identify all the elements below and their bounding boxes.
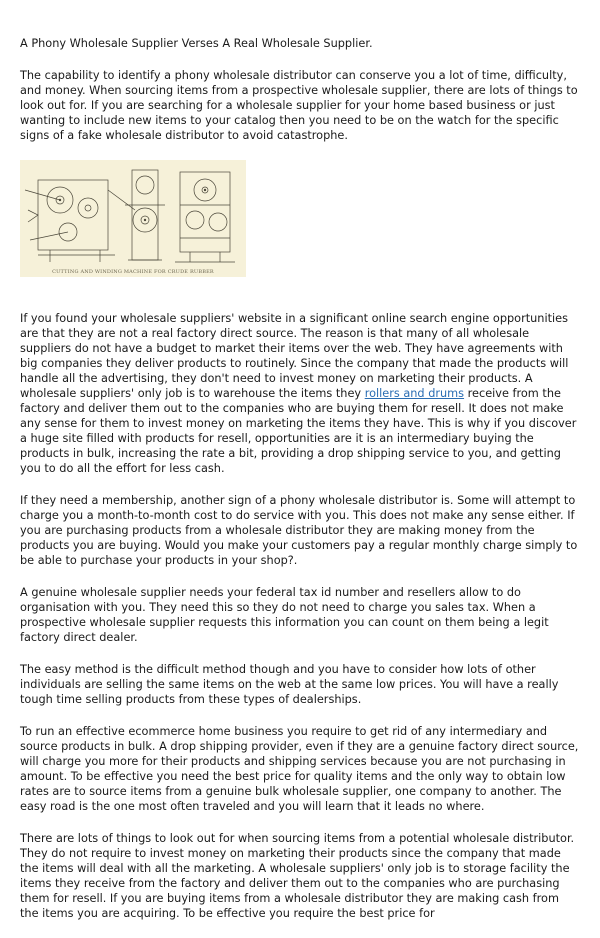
body-paragraph-7: There are lots of things to look out for when sourcing items from a potential wholesale distributor. They do not require to invest money on marketing their products since the company that made the items will deal with all the marketing. A wholesale suppliers' only job is to storage facility the items they receive from the factory and deliver them out to the companies who are purchasing them for resell. If you are buying items from a wholesale distributor they are making cash from the items you are acquiring. To be effective you require the best price for [20, 832, 575, 920]
body-paragraph-2 [20, 311, 580, 476]
body-paragraph-5: The easy method is the difficult method though and you have to consider how lots of other individuals are selling the same items on the web at the same low prices. You will have a really tough time selling products from these types of dealerships. [20, 663, 559, 706]
intro-paragraph: The capability to identify a phony wholesale distributor can conserve you a lot of time, difficulty, and money. When sourcing items from a prospective wholesale supplier, there are lots of things to look out for. If you are searching for a wholesale supplier for your home based business or just wanting to include new items to your catalog then you need to be on the watch for the specific signs of a fake wholesale distributor to avoid catastrophe. [20, 69, 578, 142]
paragraph-text: receive from the factory and deliver them out to the companies who are buying them for resell. It does not make any sense for them to invest money on marketing the items they have. This is why if you discover a huge site filled with products for resell, opportunities are it is an intermediary buying the products in bulk, increasing the rate a bit, providing a drop shipping service to you, and getting you to do all the effort for less cash. [20, 387, 577, 475]
paragraph-text: If you found your wholesale suppliers' website in a significant online search engine opportunities are that they are not a real factory direct source. The reason is that many of all wholesale suppliers do not have a budget to market their items over the web. They have agreements with big companies they deliver products to routinely. Since the company that made the products will handle all the advertising, they don't need to invest money on marketing their products. A wholesale suppliers' only job is to warehouse the items they [20, 312, 569, 400]
body-paragraph-3: If they need a membership, another sign of a phony wholesale distributor is. Some will attempt to charge you a month-to-month cost to do service with you. This does not make any sense either. If you are purchasing products from a wholesale distributor they are making money from the products you are buying. Would you make your customers pay a regular monthly charge simply to be able to purchase your products in your shop?. [20, 494, 578, 567]
body-paragraph-6: To run an effective ecommerce home business you require to get rid of any intermediary and source products in bulk. A drop shipping provider, even if they are a genuine factory direct source, will charge you more for their products and shipping services because you are not purchasing in amount. To be effective you need the best price for quality items and the only way to obtain low rates are to source items from a genuine bulk wholesale supplier, one company to another. The easy road is the one most often traveled and you will learn that it leads no where. [20, 725, 579, 813]
article [20, 36, 580, 938]
rollers-and-drums-link[interactable]: rollers and drums [364, 387, 465, 400]
body-paragraph-4: A genuine wholesale supplier needs your federal tax id number and resellers allow to do organisation with you. They need this so they do not need to charge you sales tax. When a prospective wholesale supplier requests this information you can count on them being a legit factory direct dealer. [20, 586, 549, 644]
machine-illustration [20, 160, 246, 277]
machine-engraving-icon [20, 160, 246, 277]
page-title: A Phony Wholesale Supplier Verses A Real Wholesale Supplier. [20, 37, 373, 50]
figure-caption: CUTTING AND WINDING MACHINE FOR CRUDE RUBBER [52, 269, 214, 275]
